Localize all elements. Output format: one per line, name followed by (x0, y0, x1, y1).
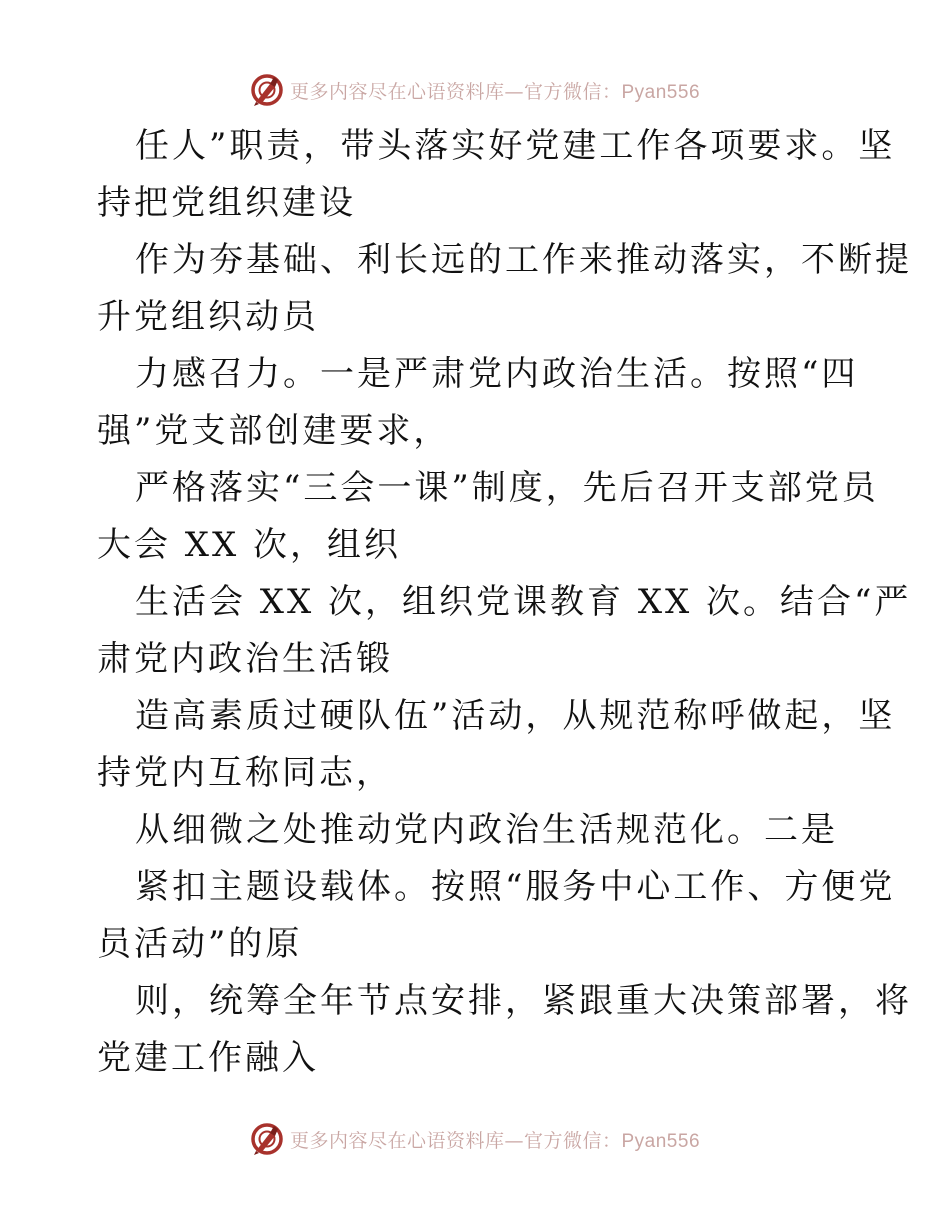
paragraph-line-second: 强”党支部创建要求， (97, 411, 451, 451)
header-watermark (0, 68, 950, 112)
paragraph-line-first: 生活会 XX 次，组织党课教育 XX 次。结合“严 (135, 582, 912, 622)
paragraph-line-second: 升党组织动员 (97, 297, 319, 337)
paragraph-5 (97, 574, 912, 688)
paragraph-1 (97, 118, 896, 232)
paragraph-8 (97, 859, 896, 973)
watermark-text (290, 77, 700, 104)
paragraph-line-first: 力感召力。一是严肃党内政治生活。按照“四 (135, 354, 859, 394)
paragraph-line-second: 持把党组织建设 (97, 183, 356, 223)
paragraph-4 (97, 460, 879, 574)
paragraph-3 (97, 346, 857, 460)
watermark-site-text: 更多内容尽在心语资料库—官方微信： (289, 80, 622, 103)
watermark-site-text: 更多内容尽在心语资料库—官方微信： (289, 1129, 622, 1152)
watermark-wechat-id: Pyan556 (621, 81, 701, 103)
paragraph-line-first: 作为夯基础、利长远的工作来推动落实，不断提 (135, 240, 912, 280)
document-body (97, 118, 912, 1087)
red-pen-circle-logo-icon (250, 1122, 284, 1156)
watermark-wechat-id: Pyan556 (621, 1130, 701, 1152)
red-pen-circle-logo-icon (250, 73, 284, 107)
watermark-group (250, 1122, 700, 1156)
paragraph-line-first: 严格落实“三会一课”制度，先后召开支部党员 (135, 468, 879, 508)
paragraph-line-second: 员活动”的原 (97, 924, 303, 964)
paragraph-line-second: 肃党内政治生活锻 (97, 639, 393, 679)
watermark-text (290, 1126, 700, 1153)
paragraph-line-first: 任人”职责，带头落实好党建工作各项要求。坚 (135, 126, 896, 166)
paragraph-7 (97, 802, 857, 859)
paragraph-line-first: 紧扣主题设载体。按照“服务中心工作、方便党 (135, 867, 896, 907)
paragraph-line-second: 持党内互称同志， (97, 753, 393, 793)
paragraph-line-second: 大会 XX 次，组织 (97, 525, 402, 565)
paragraph-6 (97, 688, 896, 802)
paragraph-line-second: 党建工作融入 (97, 1038, 319, 1078)
paragraph-line-first: 则，统筹全年节点安排，紧跟重大决策部署，将 (135, 981, 912, 1021)
paragraph-line-first: 从细微之处推动党内政治生活规范化。二是 (135, 810, 838, 850)
paragraph-9 (97, 973, 912, 1087)
footer-watermark (0, 1117, 950, 1161)
watermark-group (250, 73, 700, 107)
paragraph-2 (97, 232, 912, 346)
paragraph-line-first: 造高素质过硬队伍”活动，从规范称呼做起，坚 (135, 696, 896, 736)
